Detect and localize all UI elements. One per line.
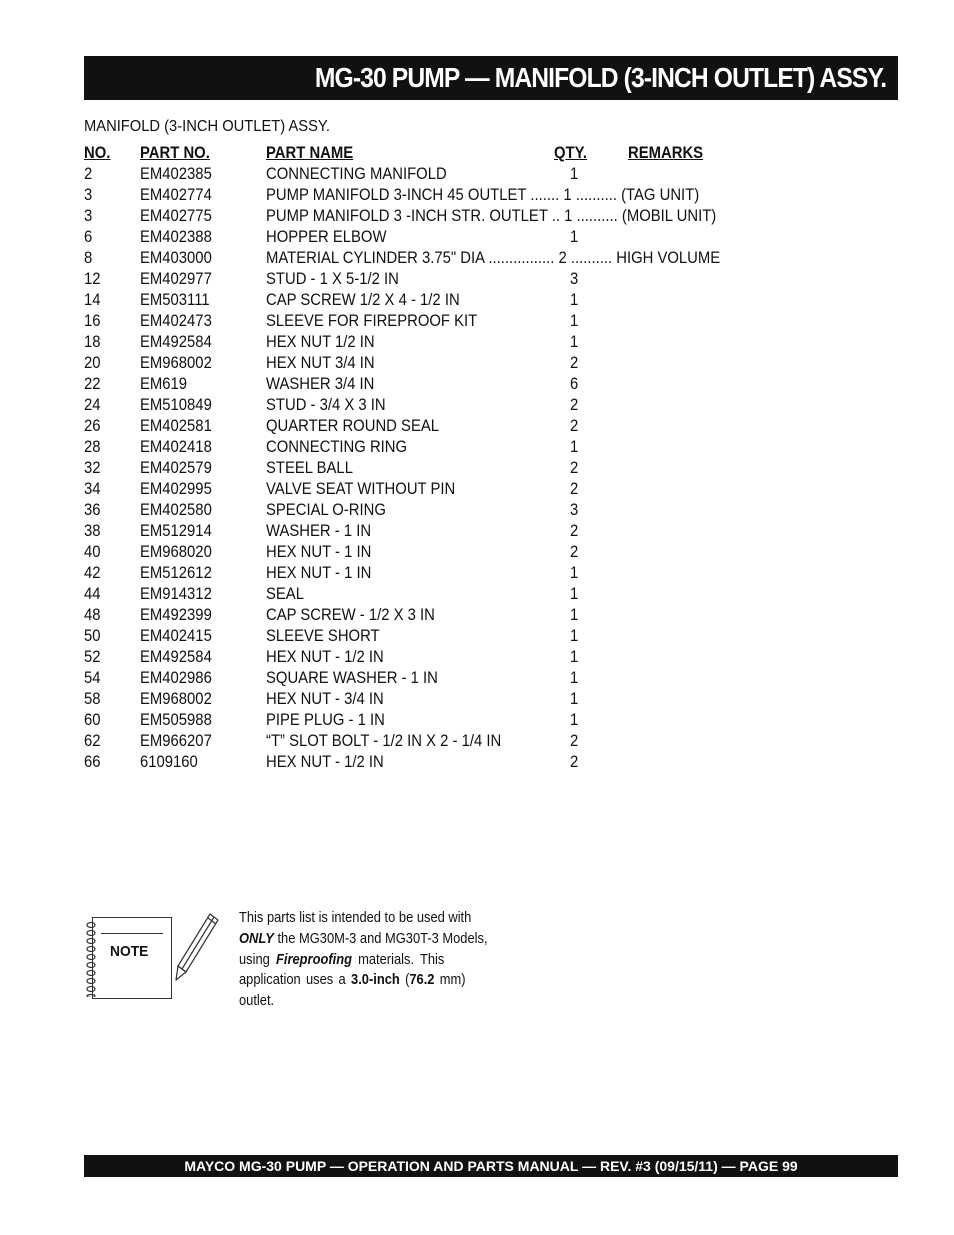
cell-no: 20 <box>84 354 101 372</box>
cell-part-no: EM403000 <box>140 249 212 267</box>
cell-part-name: QUARTER ROUND SEAL <box>266 417 440 435</box>
cell-no: 6 <box>84 228 93 246</box>
section-title: MANIFOLD (3-INCH OUTLET) ASSY. <box>84 118 330 135</box>
column-header-no: NO. <box>84 144 111 162</box>
cell-part-no: EM492584 <box>140 333 212 351</box>
table-row <box>84 458 784 479</box>
cell-part-name: STEEL BALL <box>266 459 353 477</box>
cell-qty: 1 <box>570 438 579 456</box>
cell-no: 36 <box>84 501 101 519</box>
cell-part-no: EM968002 <box>140 690 212 708</box>
cell-part-no: EM402415 <box>140 627 212 645</box>
table-row <box>84 374 784 395</box>
cell-part-no: EM968020 <box>140 543 212 561</box>
note-line-4 <box>239 970 466 991</box>
cell-part-name: CAP SCREW - 1/2 X 3 IN <box>266 606 435 624</box>
cell-part-name: STUD - 1 X 5-1/2 IN <box>266 270 399 288</box>
cell-no: 16 <box>84 312 101 330</box>
cell-qty: 2 <box>570 354 579 372</box>
cell-part-no: EM619 <box>140 375 188 393</box>
cell-part-no: EM512914 <box>140 522 212 540</box>
cell-part-no: EM505988 <box>140 711 212 729</box>
cell-qty: 1 <box>570 333 579 351</box>
cell-part-no: EM510849 <box>140 396 212 414</box>
cell-part-name: PUMP MANIFOLD 3-INCH 45 OUTLET ....... 1 .......... (TAG UNIT) <box>266 186 700 204</box>
column-header-qty: QTY. <box>554 144 588 162</box>
cell-part-name: WASHER 3/4 IN <box>266 375 375 393</box>
cell-qty: 1 <box>570 165 579 183</box>
cell-qty: 1 <box>570 606 579 624</box>
cell-part-no: EM966207 <box>140 732 212 750</box>
title-bar <box>84 56 898 100</box>
note-line-3-post: materials. This <box>351 950 445 968</box>
cell-qty: 1 <box>570 711 579 729</box>
cell-part-no: EM512612 <box>140 564 212 582</box>
table-row <box>84 626 784 647</box>
cell-part-name: HEX NUT - 1/2 IN <box>266 753 384 771</box>
parts-table-body <box>84 164 784 773</box>
cell-part-no: EM402977 <box>140 270 212 288</box>
table-row <box>84 311 784 332</box>
cell-part-no: EM503111 <box>140 291 210 309</box>
cell-qty: 2 <box>570 459 579 477</box>
cell-no: 54 <box>84 669 101 687</box>
cell-qty: 2 <box>570 543 579 561</box>
cell-no: 14 <box>84 291 101 309</box>
cell-part-no: EM968002 <box>140 354 212 372</box>
table-row <box>84 479 784 500</box>
table-row <box>84 353 784 374</box>
cell-qty: 3 <box>570 501 579 519</box>
note-line-2-rest: the MG30M-3 and MG30T-3 Models, <box>273 929 488 947</box>
column-header-part-name: PART NAME <box>266 144 354 162</box>
table-row <box>84 563 784 584</box>
note-line-4-pre: application uses a <box>239 971 352 989</box>
cell-part-name: SLEEVE FOR FIREPROOF KIT <box>266 312 478 330</box>
note-line-3 <box>239 950 466 971</box>
note-line-2 <box>239 929 488 950</box>
cell-part-name: SQUARE WASHER - 1 IN <box>266 669 438 687</box>
note-outlet-mm: 76.2 <box>409 971 435 989</box>
cell-part-no: 6109160 <box>140 753 198 771</box>
cell-qty: 1 <box>570 564 579 582</box>
note-emphasis-only: ONLY <box>239 929 274 947</box>
column-header-part-no: PART NO. <box>140 144 210 162</box>
cell-no: 34 <box>84 480 101 498</box>
cell-no: 66 <box>84 753 101 771</box>
table-row <box>84 521 784 542</box>
note-text <box>239 908 503 1012</box>
table-row <box>84 437 784 458</box>
cell-no: 28 <box>84 438 101 456</box>
table-row <box>84 206 784 227</box>
table-row <box>84 752 784 773</box>
cell-part-name: “T” SLOT BOLT - 1/2 IN X 2 - 1/4 IN <box>266 732 502 750</box>
cell-no: 3 <box>84 207 93 225</box>
note-outlet-size: 3.0-inch <box>351 971 400 989</box>
cell-no: 18 <box>84 333 101 351</box>
footer-text: MAYCO MG-30 PUMP — OPERATION AND PARTS MANUAL — REV. #3 (09/15/11) — PAGE 99 <box>184 1158 798 1174</box>
table-row <box>84 668 784 689</box>
column-header-remarks: REMARKS <box>628 144 704 162</box>
cell-part-no: EM402388 <box>140 228 212 246</box>
cell-part-name: WASHER - 1 IN <box>266 522 372 540</box>
cell-qty: 1 <box>570 627 579 645</box>
table-row <box>84 290 784 311</box>
note-line-1: This parts list is intended to be used with <box>239 909 472 926</box>
cell-part-name: HEX NUT - 1/2 IN <box>266 648 384 666</box>
table-row <box>84 542 784 563</box>
cell-no: 42 <box>84 564 101 582</box>
note-line-4-post: mm) <box>434 971 466 989</box>
cell-part-name: CONNECTING RING <box>266 438 408 456</box>
note-box <box>84 915 170 999</box>
cell-part-no: EM402385 <box>140 165 212 183</box>
cell-qty: 1 <box>570 585 579 603</box>
note-line-5: outlet. <box>239 992 275 1010</box>
cell-part-name: STUD - 3/4 X 3 IN <box>266 396 386 414</box>
cell-no: 24 <box>84 396 101 414</box>
note-line-4-mid: ( <box>399 971 410 989</box>
cell-part-no: EM402473 <box>140 312 212 330</box>
table-row <box>84 248 784 269</box>
cell-qty: 1 <box>570 312 579 330</box>
table-row <box>84 731 784 752</box>
parts-table <box>84 143 784 773</box>
cell-part-name: HEX NUT 3/4 IN <box>266 354 375 372</box>
cell-qty: 6 <box>570 375 579 393</box>
cell-qty: 2 <box>570 753 579 771</box>
cell-part-name: HEX NUT - 1 IN <box>266 543 372 561</box>
table-row <box>84 584 784 605</box>
cell-part-no: EM402775 <box>140 207 212 225</box>
cell-no: 22 <box>84 375 101 393</box>
cell-part-name: HEX NUT - 1 IN <box>266 564 372 582</box>
table-row <box>84 416 784 437</box>
cell-no: 26 <box>84 417 101 435</box>
cell-no: 62 <box>84 732 101 750</box>
cell-qty: 2 <box>570 480 579 498</box>
table-row <box>84 710 784 731</box>
table-row <box>84 185 784 206</box>
footer-bar <box>84 1155 898 1177</box>
cell-part-no: EM402579 <box>140 459 212 477</box>
cell-no: 52 <box>84 648 101 666</box>
pencil-icon <box>172 912 222 984</box>
cell-qty: 1 <box>570 291 579 309</box>
cell-qty: 3 <box>570 270 579 288</box>
cell-part-no: EM402774 <box>140 186 212 204</box>
cell-part-no: EM402995 <box>140 480 212 498</box>
cell-no: 60 <box>84 711 101 729</box>
cell-no: 2 <box>84 165 93 183</box>
cell-no: 58 <box>84 690 101 708</box>
cell-part-name: HEX NUT 1/2 IN <box>266 333 375 351</box>
cell-no: 8 <box>84 249 93 267</box>
table-row <box>84 164 784 185</box>
cell-part-no: EM402986 <box>140 669 212 687</box>
cell-qty: 1 <box>570 690 579 708</box>
cell-part-name: PIPE PLUG - 1 IN <box>266 711 385 729</box>
cell-part-name: SLEEVE SHORT <box>266 627 380 645</box>
cell-part-no: EM402418 <box>140 438 212 456</box>
cell-part-no: EM492399 <box>140 606 212 624</box>
table-row <box>84 332 784 353</box>
table-row <box>84 605 784 626</box>
cell-no: 32 <box>84 459 101 477</box>
note-line-3-pre: using <box>239 950 277 968</box>
cell-no: 48 <box>84 606 101 624</box>
spiral-binding-icon <box>84 921 98 997</box>
cell-part-name: SPECIAL O-RING <box>266 501 386 519</box>
cell-qty: 1 <box>570 228 579 246</box>
cell-no: 38 <box>84 522 101 540</box>
cell-part-no: EM402580 <box>140 501 212 519</box>
table-row <box>84 647 784 668</box>
cell-qty: 2 <box>570 522 579 540</box>
note-emphasis-fireproofing: Fireproofing <box>276 950 352 968</box>
cell-no: 44 <box>84 585 101 603</box>
cell-part-name: CONNECTING MANIFOLD <box>266 165 447 183</box>
note-label: NOTE <box>110 943 149 960</box>
cell-no: 3 <box>84 186 93 204</box>
cell-part-name: MATERIAL CYLINDER 3.75" DIA ................ 2 .......... HIGH VOLUME <box>266 249 721 267</box>
cell-qty: 2 <box>570 417 579 435</box>
table-row <box>84 227 784 248</box>
cell-part-no: EM402581 <box>140 417 212 435</box>
table-row <box>84 500 784 521</box>
parts-table-header <box>84 143 784 164</box>
cell-part-no: EM492584 <box>140 648 212 666</box>
page-title: MG-30 PUMP — MANIFOLD (3-INCH OUTLET) ASSY. <box>314 62 886 93</box>
cell-no: 40 <box>84 543 101 561</box>
cell-part-no: EM914312 <box>140 585 212 603</box>
cell-qty: 1 <box>570 648 579 666</box>
cell-part-name: HOPPER ELBOW <box>266 228 387 246</box>
cell-part-name: SEAL <box>266 585 304 603</box>
cell-qty: 1 <box>570 669 579 687</box>
cell-part-name: PUMP MANIFOLD 3 -INCH STR. OUTLET .. 1 .......... (MOBIL UNIT) <box>266 207 717 225</box>
cell-no: 12 <box>84 270 101 288</box>
table-row <box>84 269 784 290</box>
cell-qty: 2 <box>570 732 579 750</box>
cell-part-name: CAP SCREW 1/2 X 4 - 1/2 IN <box>266 291 460 309</box>
cell-no: 50 <box>84 627 101 645</box>
cell-part-name: VALVE SEAT WITHOUT PIN <box>266 480 456 498</box>
table-row <box>84 395 784 416</box>
table-row <box>84 689 784 710</box>
cell-qty: 2 <box>570 396 579 414</box>
cell-part-name: HEX NUT - 3/4 IN <box>266 690 384 708</box>
